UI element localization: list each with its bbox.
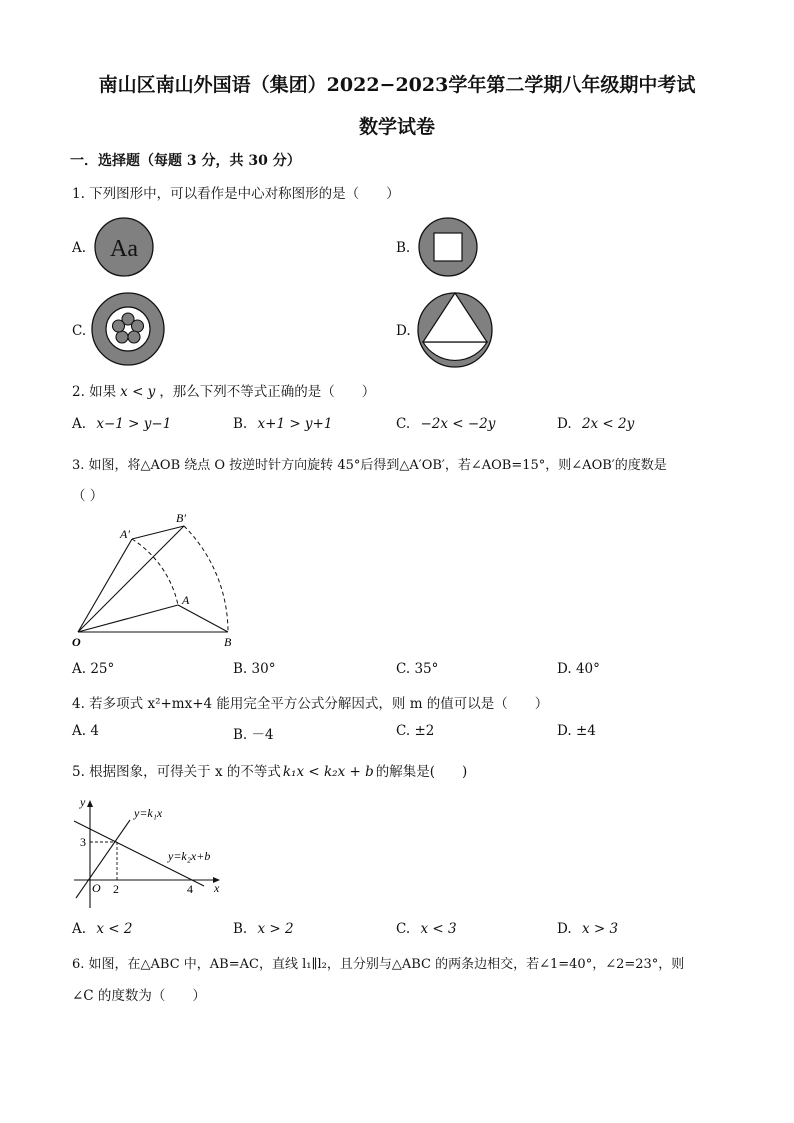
q4-option-c-text: ±2: [414, 723, 435, 739]
q3-option-a-text: 25°: [90, 661, 115, 677]
q4-option-c: [396, 723, 434, 739]
q1-c-small-circle: [113, 320, 125, 332]
q5-tick-x-2: 2: [113, 882, 119, 896]
question-6-stem-line1: 6. 如图，在△ABC 中，AB=AC，直线 l₁∥l₂，且分别与△ABC 的两条边相交，若∠1=40°，∠2=23°，则: [72, 957, 685, 972]
question-1-stem: 1. 下列图形中，可以看作是中心对称图形的是（ ）: [72, 186, 400, 202]
q4-option-b-label: B.: [233, 727, 248, 743]
q2-option-c-text: −2x < −2y: [420, 416, 496, 432]
q1-option-c-label: C.: [72, 323, 87, 339]
q1-figure-a: [90, 213, 160, 283]
q5-option-a: [72, 921, 132, 937]
q5-option-d-text: x > 3: [581, 921, 619, 937]
q5-stem-pre: 5. 根据图象，可得关于 x 的不等式: [72, 764, 281, 780]
question-3-stem-line2: （ ）: [72, 488, 104, 504]
q4-option-a-label: A.: [72, 723, 87, 739]
q5-line2-label: y=k₂x+b: [168, 849, 211, 863]
q2-stem-math: x < y: [120, 384, 156, 400]
q5-graph: [70, 792, 240, 912]
q3-option-b: [233, 661, 275, 677]
q2-option-b-text: x+1 > y+1: [257, 416, 333, 432]
q1-figure-c: [89, 290, 169, 370]
q5-option-a-label: A.: [72, 921, 87, 937]
q5-line1-label: y=k₁x: [134, 806, 163, 820]
question-2-stem: [72, 380, 375, 400]
q2-option-c: [396, 416, 495, 432]
q5-option-d: [557, 921, 618, 937]
question-5-stem: [72, 760, 467, 780]
q3-arc-outer: [184, 526, 228, 632]
q1-figure-d: [417, 292, 497, 372]
q1-option-a-label: A.: [72, 240, 87, 256]
q2-option-a-text: x−1 > y−1: [96, 416, 172, 432]
q4-option-d-label: D.: [557, 723, 572, 739]
q2-option-d: [557, 416, 634, 432]
q5-option-c: [396, 921, 457, 937]
q1-option-b-label: B.: [396, 240, 411, 256]
q3-option-b-label: B.: [233, 661, 248, 677]
q1-option-d-label: D.: [396, 323, 411, 339]
q5-stem-math: k₁x < k₂x + b: [282, 764, 374, 780]
q5-option-a-text: x < 2: [96, 921, 133, 937]
q5-option-c-label: C.: [396, 921, 411, 937]
q2-option-d-text: 2x < 2y: [581, 416, 635, 432]
q4-option-d: [557, 723, 596, 739]
q3-label-A: A: [182, 593, 190, 607]
q1-figure-b: [414, 213, 484, 283]
q5-option-b: [233, 921, 294, 937]
question-3-stem-line1: 3. 如图，将△AOB 绕点 O 按逆时针方向旋转 45°后得到△A′OB′，若∠AOB=15°，则∠AOB′的度数是: [72, 458, 667, 473]
q4-option-c-label: C.: [396, 723, 411, 739]
q5-option-b-text: x > 2: [257, 921, 294, 937]
q2-stem-pre: 2. 如果: [72, 384, 117, 400]
q5-axis-y-label: y: [80, 795, 86, 809]
question-6-stem-line2: ∠C 的度数为（ ）: [72, 988, 206, 1004]
q5-option-c-text: x < 3: [420, 921, 457, 937]
q3-figure: [70, 508, 330, 658]
section-heading: 一．选择题（每题 3 分，共 30 分）: [70, 153, 301, 169]
q3-option-d-label: D.: [557, 661, 572, 677]
q4-option-a-text: 4: [90, 723, 99, 739]
q3-option-c: [396, 661, 438, 677]
q1-c-small-circle: [132, 320, 144, 332]
q5-line-k1x: [76, 820, 130, 898]
q3-option-d-text: 40°: [575, 661, 600, 677]
q5-option-b-label: B.: [233, 921, 248, 937]
q1-b-square: [434, 233, 462, 261]
q3-option-a-label: A.: [72, 661, 87, 677]
q3-option-d: [557, 661, 600, 677]
q4-option-b-text: －4: [251, 727, 274, 743]
q2-option-b: [233, 416, 332, 432]
q3-label-A-prime: A′: [120, 527, 130, 541]
q3-label-B-prime: B′: [176, 511, 186, 525]
q3-seg-A1B1: [132, 526, 184, 539]
q3-label-B: B: [224, 635, 232, 649]
q2-option-b-label: B.: [233, 416, 248, 432]
q5-option-d-label: D.: [557, 921, 572, 937]
q5-tick-x-4: 4: [187, 882, 193, 896]
q3-seg-OB1: [78, 526, 184, 632]
q1-c-small-circle: [116, 331, 128, 343]
q2-option-c-label: C.: [396, 416, 411, 432]
q5-y-arrow: [87, 800, 93, 807]
page-subtitle: 数学试卷: [358, 116, 435, 138]
q1-c-small-circle: [128, 331, 140, 343]
q5-stem-post: 的解集是( ): [375, 764, 468, 780]
q2-stem-post: ，那么下列不等式正确的是（ ）: [159, 384, 376, 400]
q3-option-a: [72, 661, 114, 677]
q5-tick-y-3: 3: [80, 835, 86, 849]
q4-option-a: [72, 723, 99, 739]
q2-option-a-label: A.: [72, 416, 87, 432]
q3-arc-inner: [132, 539, 178, 605]
page-title: 南山区南山外国语（集团）2022−2023学年第二学期八年级期中考试: [98, 74, 696, 96]
q4-option-b: [233, 723, 274, 743]
q4-option-d-text: ±4: [575, 723, 596, 739]
q1-a-text: Aa: [110, 236, 138, 262]
q3-option-c-label: C.: [396, 661, 411, 677]
question-4-stem: 4. 若多项式 x²+mx+4 能用完全平方公式分解因式，则 m 的值可以是（ ）: [72, 696, 549, 712]
q3-seg-AB: [178, 605, 228, 632]
q2-option-a: [72, 416, 171, 432]
q3-option-b-text: 30°: [251, 661, 276, 677]
q3-option-c-text: 35°: [414, 661, 439, 677]
q5-origin-label: O: [92, 881, 101, 895]
q2-option-d-label: D.: [557, 416, 572, 432]
q3-seg-OA: [78, 605, 178, 632]
q3-label-O: O: [72, 635, 81, 649]
q5-axis-x-label: x: [214, 881, 220, 895]
